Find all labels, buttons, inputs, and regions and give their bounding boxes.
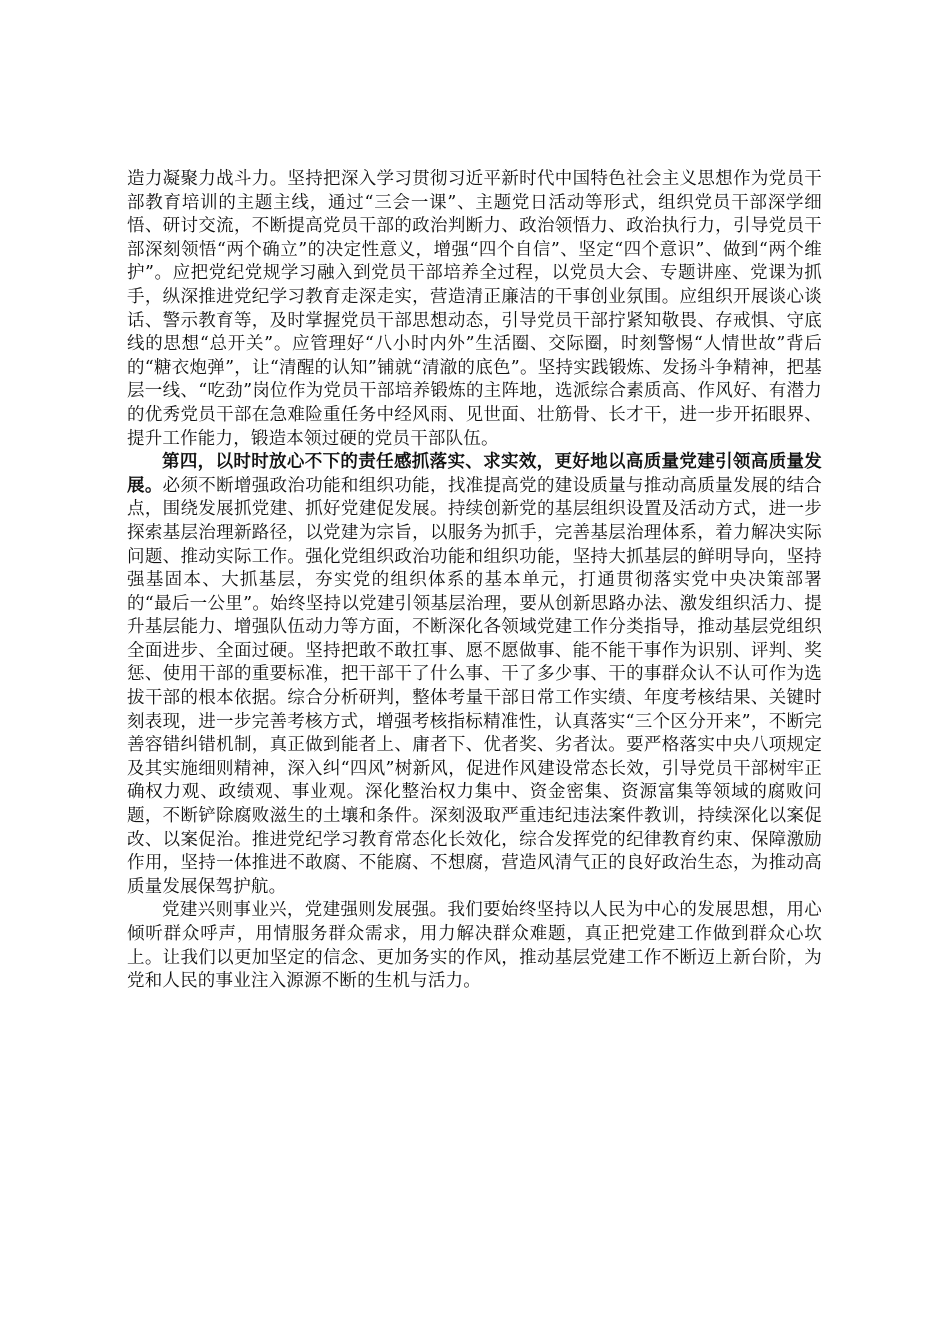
paragraph-text: 党建兴则事业兴，党建强则发展强。我们要始终坚持以人民为中心的发展思想，用心倾听群众呼声，用情服务群众需求，用力解决群众难题，真正把党建工作做到群众心坎上。让我们以更加坚定的信念、更加务实的作风，推动基层党建工作不断迈上新台阶，为党和人民的事业注入源源不断的生机与活力。 [127,900,822,992]
paragraph-fourth-point [127,451,822,899]
paragraph-text: 必须不断增强政治功能和组织功能，找准提高党的建设质量与推动高质量发展的结合点，围绕发展抓党建、抓好党建促发展。持续创新党的基层组织设置及活动方式，进一步探索基层治理新路径，以党建为宗旨，以服务为抓手，完善基层治理体系，着力解决实际问题、推动实际工作。强化党组织政治功能和组织功能，坚持大抓基层的鲜明导向，坚持强基固本、大抓基层，夯实党的组织体系的基本单元，打通贯彻落实党中央决策部署的“最后一公里”。始终坚持以党建引领基层治理，要从创新思路办法、激发组织活力、提升基层能力、增强队伍动力等方面，不断深化各领域党建工作分类指导，推动基层党组织全面进步、全面过硬。坚持把敢不敢扛事、愿不愿做事、能不能干事作为识别、评判、奖惩、使用干部的重要标准，把干部干了什么事、干了多少事、干的事群众认不认可作为选拔干部的根本依据。综合分析研判，整体考量干部日常工作实绩、年度考核结果、关键时刻表现，进一步完善考核方式，增强考核指标精准性，认真落实“三个区分开来”，不断完善容错纠错机制，真正做到能者上、庸者下、优者奖、劣者汰。要严格落实中央八项规定及其实施细则精神，深入纠“四风”树新风，促进作风建设常态长效，引导党员干部树牢正确权力观、政绩观、事业观。深化整治权力集中、资金密集、资源富集等领域的腐败问题，不断铲除腐败滋生的土壤和条件。深刻汲取严重违纪违法案件教训，持续深化以案促改、以案促治。推进党纪学习教育常态化长效化，综合发挥党的纪律教育约束、保障激励作用，坚持一体推进不敢腐、不能腐、不想腐，营造风清气正的良好政治生态，为推动高质量发展保驾护航。 [127,475,822,897]
paragraph-text: 造力凝聚力战斗力。坚持把深入学习贯彻习近平新时代中国特色社会主义思想作为党员干部教育培训的主题主线，通过“三会一课”、主题党日活动等形式，组织党员干部深学细悟、研讨交流，不断提高党员干部的政治判断力、政治领悟力、政治执行力，引导党员干部深刻领悟“两个确立”的决定性意义，增强“四个自信”、坚定“四个意识”、做到“两个维护”。应把党纪党规学习融入到党员干部培养全过程，以党员大会、专题讲座、党课为抓手，纵深推进党纪学习教育走深走实，营造清正廉洁的干事创业氛围。应组织开展谈心谈话、警示教育等，及时掌握党员干部思想动态，引导党员干部拧紧知敬畏、存戒惧、守底线的思想“总开关”。应管理好“八小时内外”生活圈、交际圈，时刻警惕“人情世故”背后的“糖衣炮弹”，让“清醒的认知”铺就“清澈的底色”。坚持实践锻炼、发扬斗争精神，把基层一线、“吃劲”岗位作为党员干部培养锻炼的主阵地，选派综合素质高、作风好、有潜力的优秀党员干部在急难险重任务中经风雨、见世面、壮筋骨、长才干，进一步开拓眼界、提升工作能力，锻造本领过硬的党员干部队伍。 [127,169,822,449]
document-body [127,168,822,994]
paragraph-continuation [127,168,822,451]
paragraph-lead-heading: 第四，以时时放心不下的责任感抓落实、求实效，更好地以高质量党建引领高质量发展。 [127,452,822,496]
paragraph-conclusion [127,899,822,993]
